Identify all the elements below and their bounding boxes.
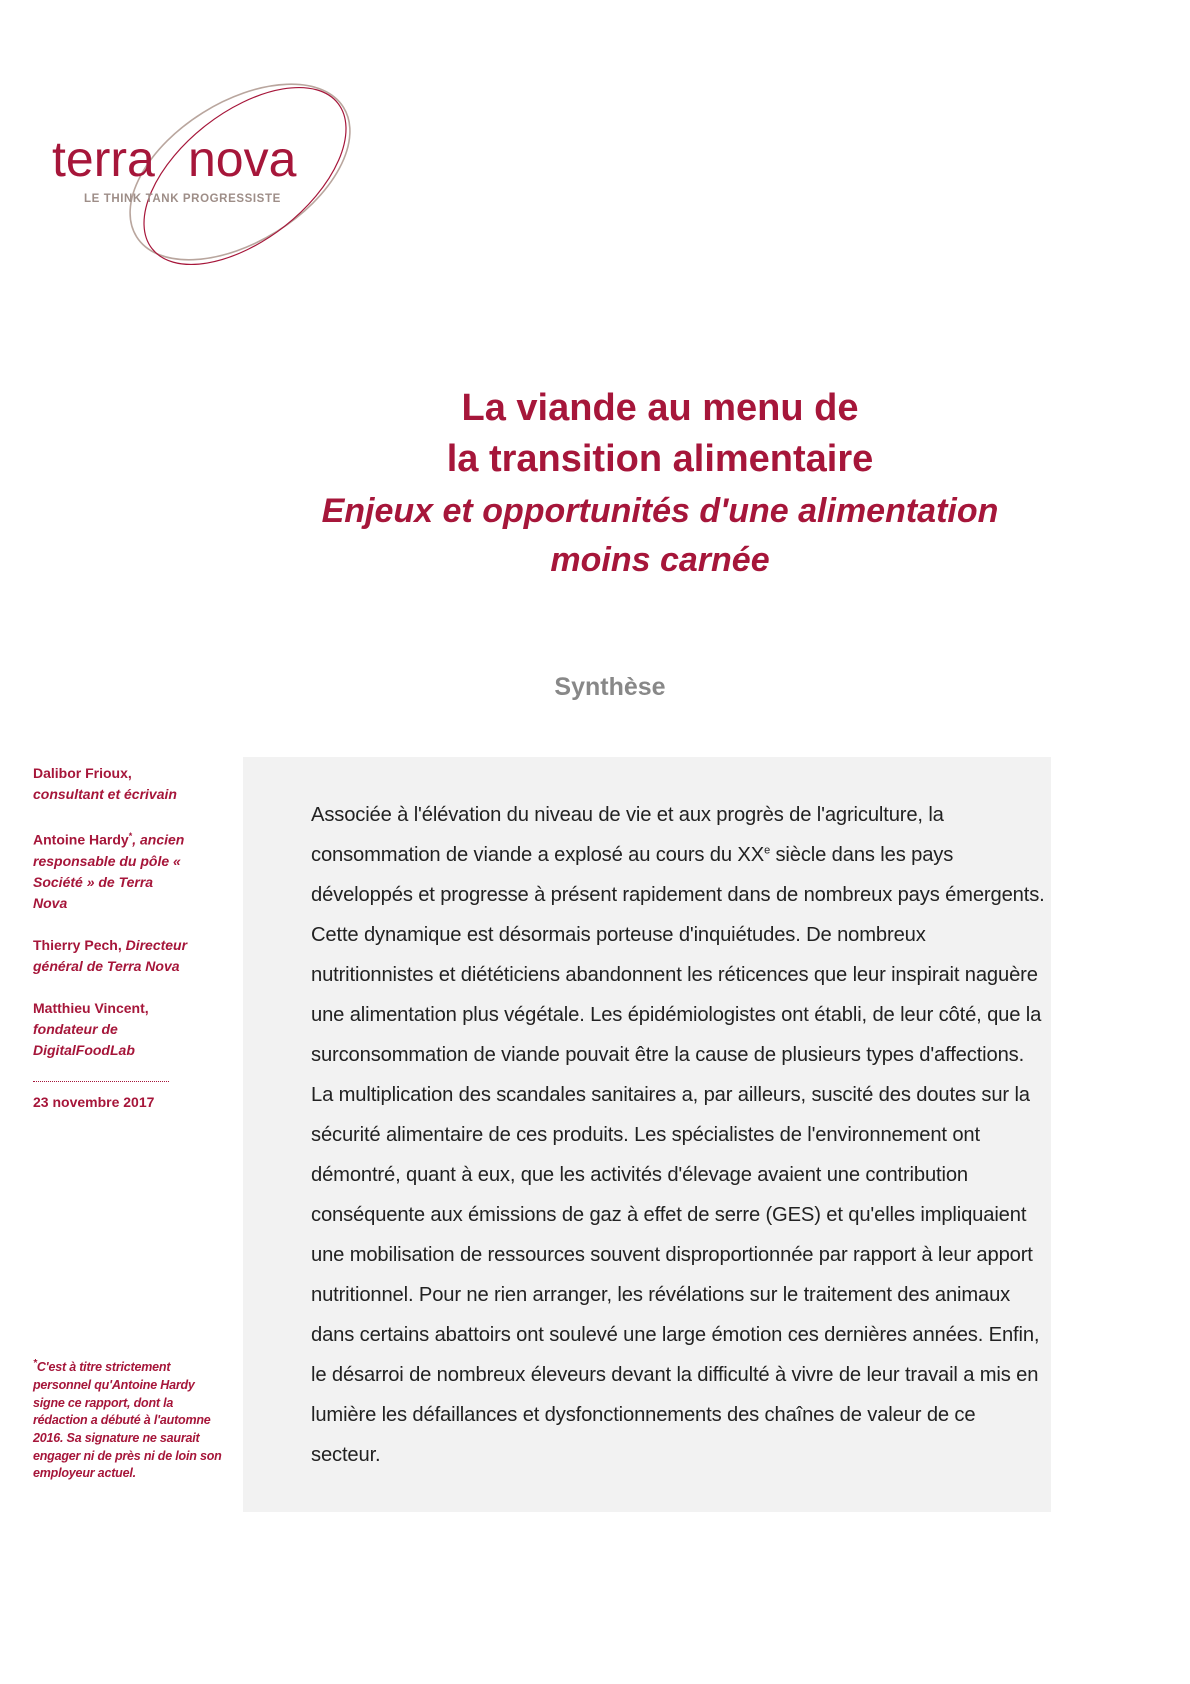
author-role-inline: , ancien (132, 831, 185, 848)
section-heading: Synthèse (554, 673, 666, 701)
summary-line: sécurité alimentaire de ces produits. Les spécialistes de l'environnement ont (311, 1124, 980, 1146)
author-name: Dalibor Frioux, (33, 765, 132, 781)
author-role: général de Terra Nova (33, 957, 180, 974)
footnote-text: C'est à titre strictement personnel qu'Antoine Hardy signe ce rapport, dont la rédaction a débuté à l'automne 2016. Sa signature ne saurait engager ni de près ni de loin son employeur actuel. (33, 1360, 222, 1481)
summary-line: nutritionnistes et diététiciens abandonnent les réticences que leur inspirait naguère (311, 964, 1038, 986)
publication-date: 23 novembre 2017 (33, 1093, 155, 1110)
summary-line: Associée à l'élévation du niveau de vie et aux progrès de l'agriculture, la (311, 804, 944, 826)
author-entry (33, 935, 233, 977)
summary-line: secteur. (311, 1444, 381, 1466)
summary-line: lumière les défaillances et dysfonctionnements des chaînes de valeur de ce (311, 1404, 976, 1426)
summary-line: le désarroi de nombreux éleveurs devant la difficulté à vivre de leur travail a mis en (311, 1364, 1039, 1386)
summary-text (311, 795, 1045, 1475)
footnote-marker: * (128, 831, 133, 841)
author-name: Antoine Hardy (33, 831, 129, 848)
summary-line: une alimentation plus végétale. Les épidémiologistes ont établi, de leur côté, que la (311, 1004, 1042, 1026)
summary-line-part: consommation de viande a explosé au cours du XX (311, 844, 765, 866)
author-entry (33, 763, 233, 805)
author-role: consultant et écrivain (33, 786, 177, 802)
logo-tagline: LE THINK TANK PROGRESSISTE (84, 193, 281, 205)
logo-name-left: terra (52, 131, 155, 187)
summary-line: développés et progresse à présent rapidement dans de nombreux pays émergents. (311, 884, 1045, 906)
author-name: Matthieu Vincent, (33, 999, 149, 1016)
author-entry (33, 998, 233, 1061)
summary-line: conséquente aux émissions de gaz à effet de serre (GES) et qu'elles impliquaient (311, 1204, 1027, 1226)
summary-line-part: siècle dans les pays (770, 844, 954, 866)
summary-box (243, 757, 1051, 1512)
title-line-2: la transition alimentaire (446, 438, 874, 480)
logo-name-right: nova (188, 131, 297, 187)
authors-sidebar (33, 763, 233, 1113)
terra-nova-logo (50, 72, 370, 272)
author-role: fondateur de DigitalFoodLab (33, 1020, 135, 1058)
author-role: responsable du pôle « Société » de Terra Nova (33, 852, 181, 911)
author-entry (33, 826, 233, 914)
author-footnote (33, 1355, 223, 1483)
title-line-1: La viande au menu de (461, 387, 859, 429)
summary-line: La multiplication des scandales sanitaires a, par ailleurs, suscité des doutes sur la (311, 1084, 1030, 1106)
summary-line: nutritionnel. Pour ne rien arranger, les révélations sur le traitement des animaux (311, 1284, 1011, 1306)
summary-line: démontré, quant à eux, que les activités d'élevage avaient une contribution (311, 1164, 968, 1186)
summary-line: Cette dynamique est désormais porteuse d'inquiétudes. De nombreux (311, 924, 926, 946)
sidebar-divider (33, 1081, 169, 1082)
footnote-marker: * (33, 1358, 37, 1369)
subtitle-line-1: Enjeux et opportunités d'une alimentation (321, 492, 999, 530)
author-role-inline: Directeur (121, 936, 188, 953)
summary-line: dans certains abattoirs ont soulevé une large émotion ces dernières années. Enfin, (311, 1324, 1040, 1346)
summary-line: surconsommation de viande pouvait être la cause de plusieurs types d'affections. (311, 1044, 1025, 1066)
subtitle-line-2: moins carnée (550, 541, 770, 579)
author-name: Thierry Pech, (33, 936, 122, 953)
title-block (290, 383, 1030, 583)
terra-nova-logo-graphic (50, 72, 370, 272)
summary-line: une mobilisation de ressources souvent disproportionnée par rapport à leur apport (311, 1244, 1033, 1266)
century-superscript: e (764, 844, 771, 857)
summary-line (311, 835, 1041, 875)
